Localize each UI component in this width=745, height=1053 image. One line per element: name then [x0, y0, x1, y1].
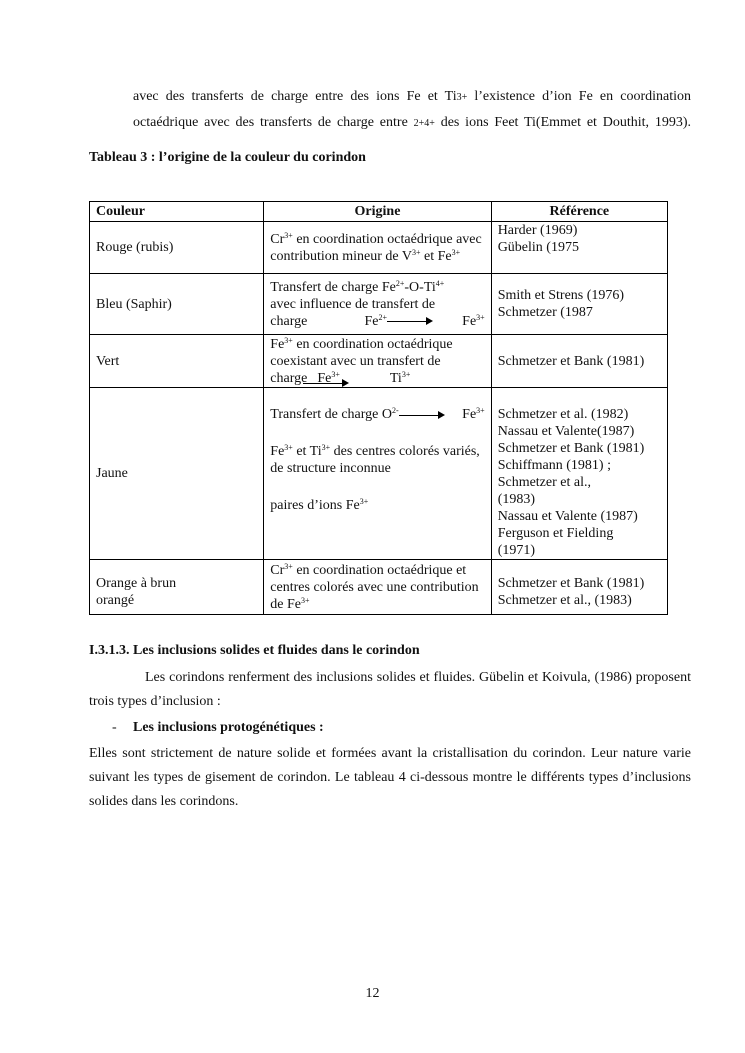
- arrow-icon: [399, 411, 445, 419]
- section-heading: I.3.1.3. Les inclusions solides et fluides dans le corindon: [89, 643, 420, 658]
- header-origine: Origine: [264, 202, 491, 222]
- cell-origin: $Fe^{3+}$ en coordination octaédrique coexistant avec un transfert de charge $Fe^{3+}$ $Ti^{3+}$: [264, 335, 491, 388]
- arrow-icon: [303, 379, 349, 387]
- page-number: 12: [365, 986, 380, 1001]
- table-row-orange: [90, 560, 668, 615]
- table-row-vert: [90, 335, 668, 388]
- arrow-icon: [387, 317, 433, 325]
- header-reference: Référence: [491, 202, 667, 222]
- table-header-row: [90, 202, 668, 222]
- cell-origin: $Cr^{3+}$ en coordination octaédrique avec contribution mineur de $V^{3+}$ et $Fe^{3+}$: [264, 222, 491, 274]
- header-couleur: Couleur: [90, 202, 264, 222]
- cell-origin: Transfert de charge $O^{2-}$ $Fe^{3+}$ $Fe^{3+}$ et $Ti^{3+}$ des centres colorés variés, de structure inconnue paires d’ions $Fe^{3+}$: [264, 388, 491, 560]
- cell-color: Rouge (rubis): [90, 222, 264, 274]
- cell-reference: Schmetzer et al. (1982) Nassau et Valente(1987) Schmetzer et Bank (1981) Schiffmann (1981) ; Schmetzer et al., (1983) Nassau et Valente (1987) Ferguson et Fielding (1971): [491, 388, 667, 560]
- cell-reference: Smith et Strens (1976) Schmetzer (1987: [491, 274, 667, 335]
- bullet-label: Les inclusions protogénétiques :: [133, 720, 324, 735]
- cell-reference: Schmetzer et Bank (1981): [491, 335, 667, 388]
- cell-origin: Transfert de charge $Fe^{2+}-O-Ti^{4+}$ avec influence de transfert de charge $Fe^{2+}$ $Fe^{3+}$: [264, 274, 491, 335]
- cell-color: Orange à brun orangé: [90, 560, 264, 615]
- table-row-rouge: [90, 222, 668, 274]
- paragraph-2: Elles sont strictement de nature solide et formées avant la cristallisation du corindon. Leur nature varie suivant les types de gisement de corindon. Le tableau 4 ci-dessous montre le différents types d’inclusions solides dans les corindons.: [89, 746, 691, 809]
- table-row-bleu: [90, 274, 668, 335]
- table-row-jaune: [90, 388, 668, 560]
- color-origin-table: [89, 201, 668, 615]
- cell-color: Vert: [90, 335, 264, 388]
- cell-origin: $Cr^{3+}$ en coordination octaédrique et centres colorés avec une contribution de $Fe^{3+}$: [264, 560, 491, 615]
- cell-color: Bleu (Saphir): [90, 274, 264, 335]
- paragraph-1: Les corindons renferment des inclusions solides et fluides. Gübelin et Koivula, (1986) proposent trois types d’inclusion :: [89, 670, 691, 709]
- intro-line-1: avec des transferts de charge entre des ions Fe et Ti3+ l’existence d’ion Fe en coordination: [133, 89, 692, 104]
- table-caption: Tableau 3 : l’origine de la couleur du corindon: [89, 150, 366, 165]
- cell-reference: Harder (1969) Gübelin (1975: [491, 222, 667, 274]
- bullet-dash: -: [112, 720, 117, 735]
- intro-line-2: octaédrique avec des transferts de charge entre 2+4+ des ions Feet Ti(Emmet et Douthit, 1993).: [133, 115, 691, 130]
- cell-reference: Schmetzer et Bank (1981) Schmetzer et al., (1983): [491, 560, 667, 615]
- cell-color: Jaune: [90, 388, 264, 560]
